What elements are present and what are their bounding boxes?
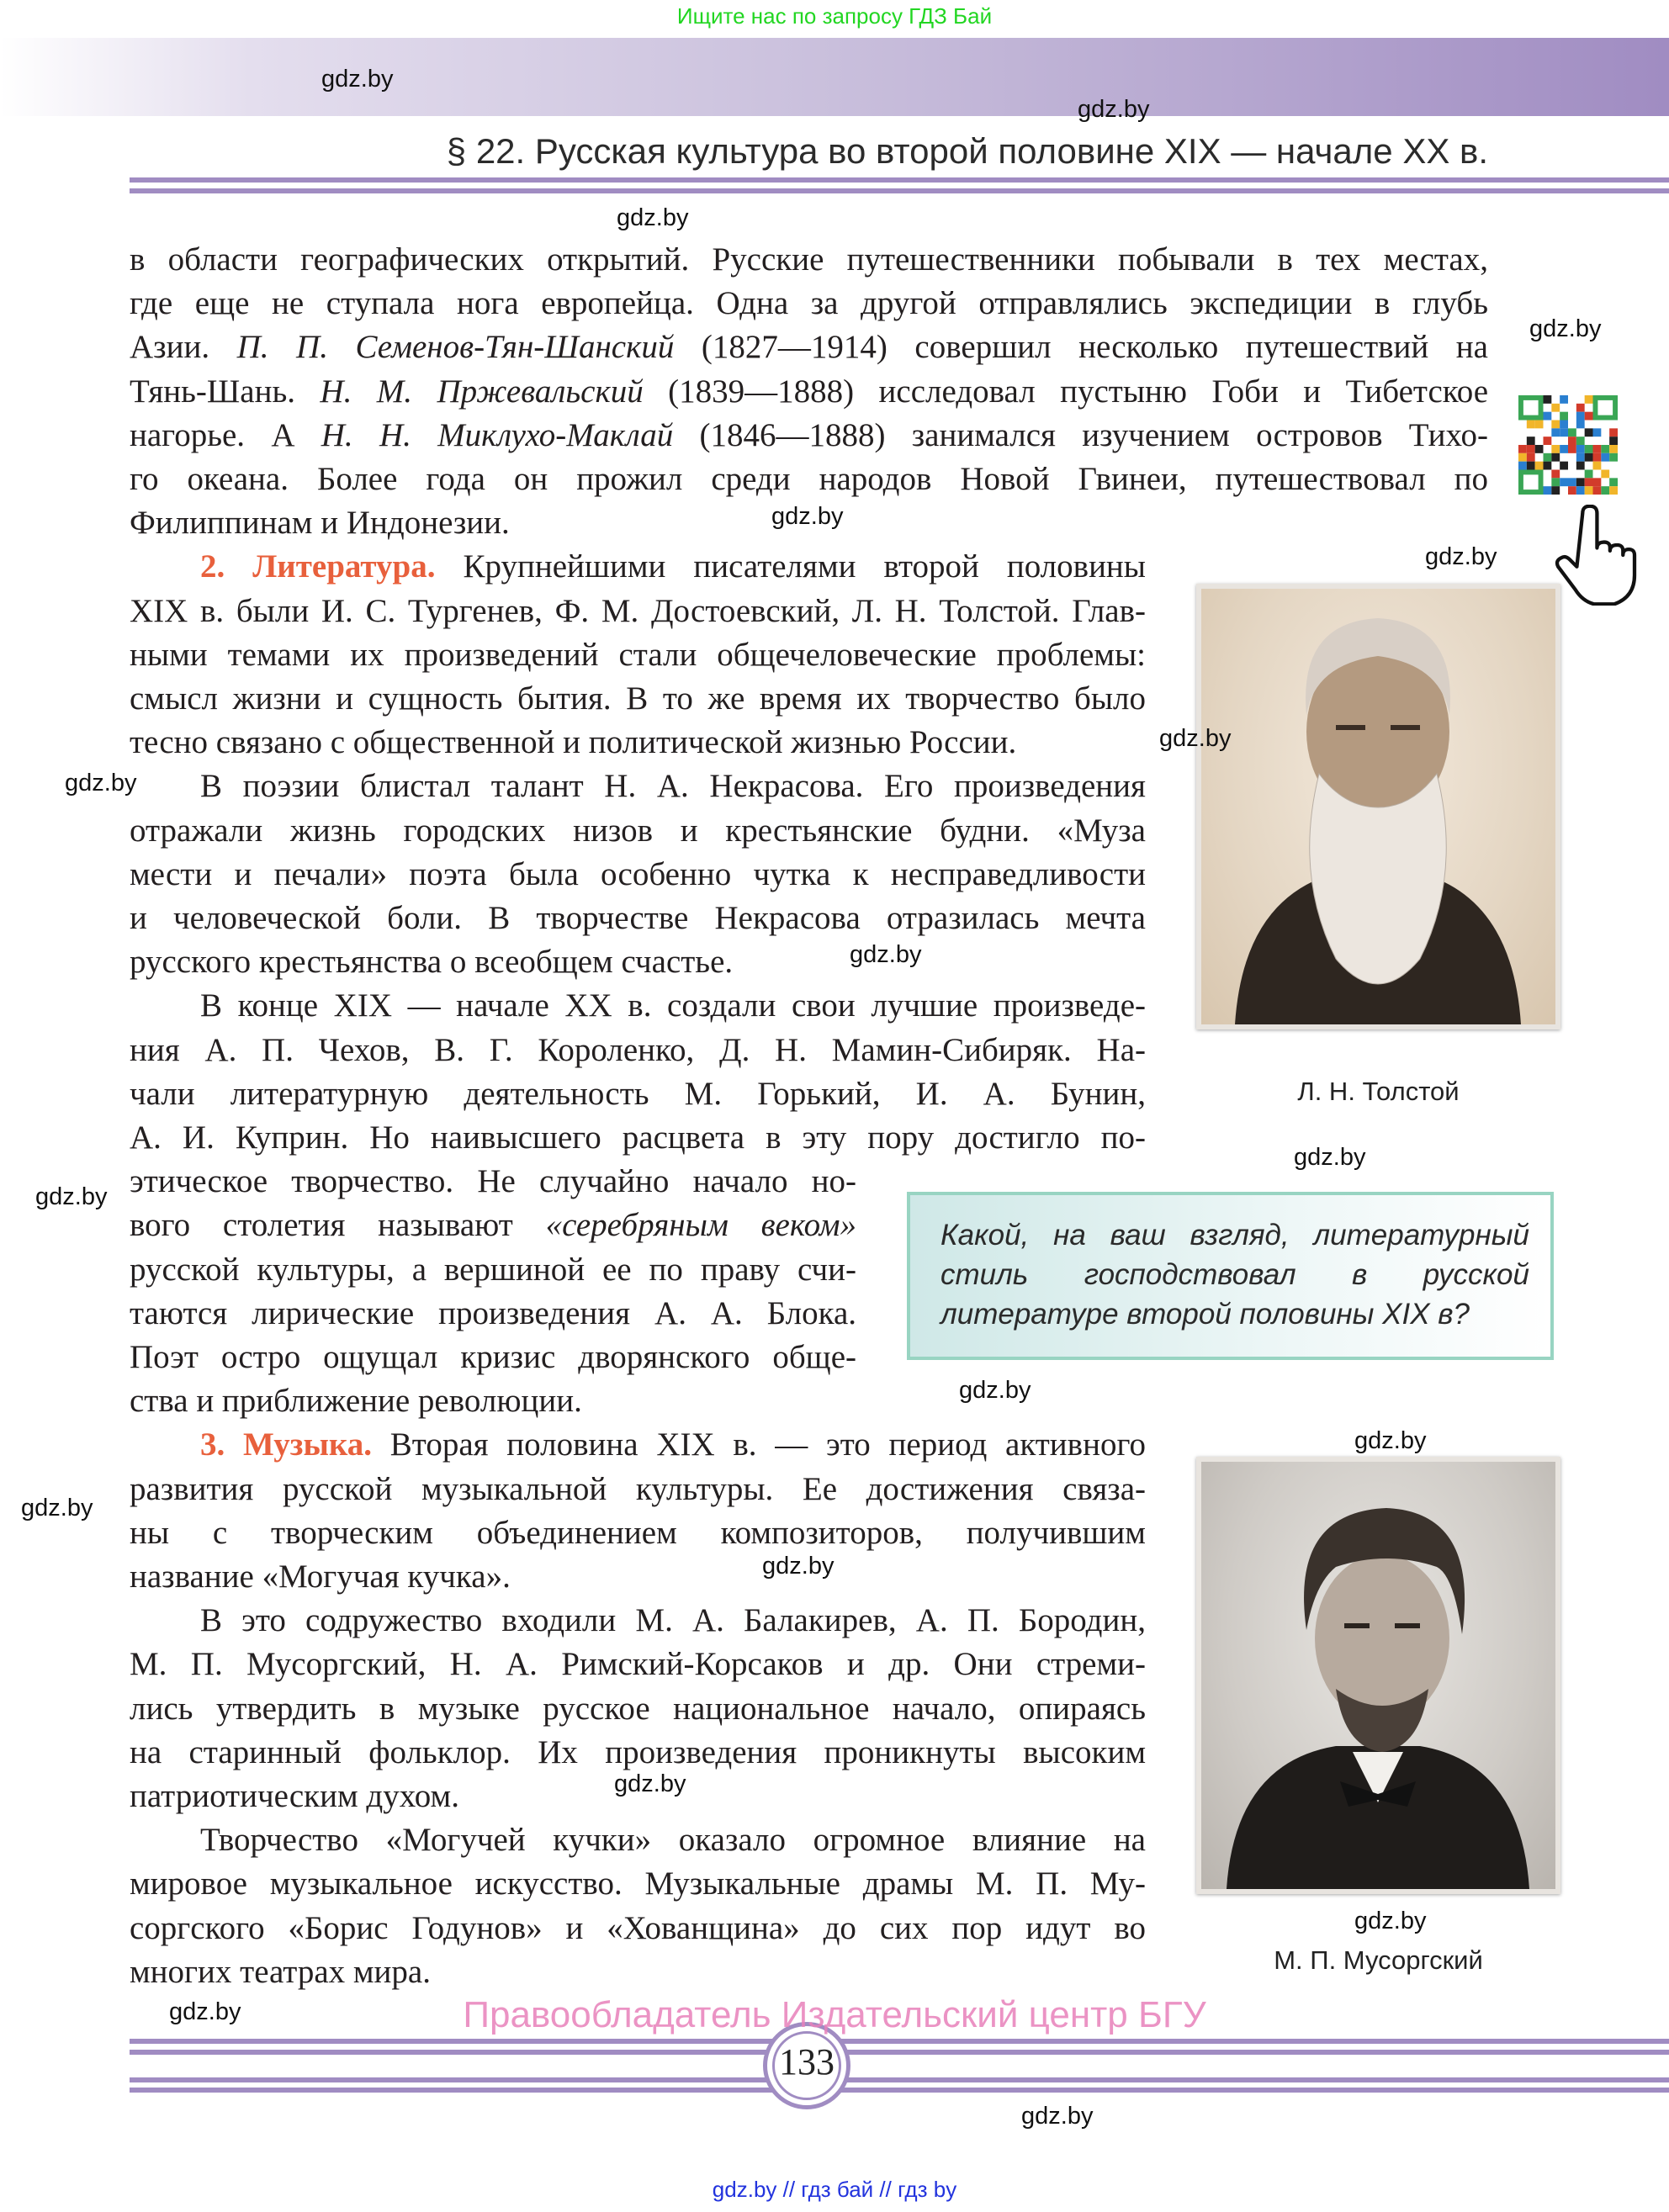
footer-divider — [130, 2039, 1669, 2044]
qr-module — [1585, 428, 1593, 437]
text-line — [130, 370, 1488, 414]
qr-module — [1593, 445, 1602, 453]
qr-module — [1609, 478, 1618, 486]
gdz-watermark: gdz.by — [771, 503, 844, 530]
text-segment: нагорье. А — [130, 416, 321, 453]
text-line — [200, 984, 1146, 1028]
qr-module — [1576, 462, 1585, 470]
header-band — [0, 38, 1669, 116]
qr-module — [1585, 478, 1593, 486]
text-line — [130, 1160, 856, 1204]
text-segment: Тянь-Шань. — [130, 373, 321, 410]
text-segment: соргского «Борис Годунов» и «Хованщина» до сих пор идут во — [130, 1909, 1146, 1946]
qr-module — [1535, 445, 1544, 453]
text-segment: мировое музыкальное искусство. Музыкальные драмы М. П. Му- — [130, 1865, 1146, 1902]
qr-module — [1544, 453, 1552, 462]
top-search-banner: Ищите нас по запросу ГДЗ Бай — [676, 3, 993, 29]
text-segment: Вторая половина XIX в. — это период активного — [372, 1426, 1146, 1463]
qr-module — [1551, 421, 1560, 429]
gdz-watermark: gdz.by — [1078, 96, 1150, 123]
qr-module — [1585, 412, 1593, 421]
text-segment: Крупнейшими писателями второй половины — [435, 548, 1147, 585]
qr-module — [1576, 404, 1585, 412]
text-line — [130, 590, 1146, 633]
gdz-watermark: gdz.by — [1159, 725, 1232, 752]
text-line — [130, 1336, 856, 1379]
copyright-watermark: Правообладатель Издательский центр БГУ — [463, 1994, 1206, 2035]
text-line — [130, 853, 1146, 897]
text-segment: ными темами их произведений стали общечеловеческие проблемы: — [130, 636, 1146, 673]
qr-module — [1518, 453, 1527, 462]
qr-module — [1568, 437, 1576, 445]
gdz-watermark: gdz.by — [1354, 1427, 1427, 1454]
text-line — [130, 325, 1488, 369]
footer-divider — [130, 2077, 1669, 2082]
text-line — [130, 1248, 856, 1292]
text-line — [130, 940, 1146, 984]
qr-module — [1560, 462, 1568, 470]
gdz-watermark: gdz.by — [614, 1770, 686, 1797]
text-segment: В это содружество входили М. А. Балакирев, А. П. Бородин, — [200, 1602, 1146, 1639]
text-line — [200, 1818, 1146, 1862]
text-line — [130, 721, 1146, 765]
text-line — [130, 1731, 1146, 1775]
qr-module — [1576, 478, 1585, 486]
qr-module — [1527, 462, 1535, 470]
qr-module — [1518, 462, 1527, 470]
gdz-watermark: gdz.by — [321, 66, 394, 93]
page-number: 133 — [779, 2041, 834, 2082]
gdz-watermark: gdz.by — [1425, 543, 1497, 570]
question-text: Какой, на ваш взгляд, литературный стиль господствовал в русской литературе второй половины XIX в? — [940, 1219, 1529, 1331]
text-segment: ны с творческим объединением композиторов, получившим — [130, 1514, 1146, 1551]
qr-module — [1593, 428, 1602, 437]
text-line — [130, 1292, 856, 1336]
text-segment: смысл жизни и сущность бытия. В то же время их творчество было — [130, 680, 1146, 717]
text-line — [130, 897, 1146, 940]
text-segment: отражали жизнь городских низов и крестьянские будни. «Муза — [130, 812, 1146, 849]
text-segment: русского крестьянства о всеобщем счастье. — [130, 944, 734, 981]
qr-module — [1551, 428, 1560, 437]
pointing-hand-icon[interactable] — [1550, 505, 1639, 606]
text-line — [200, 765, 1146, 808]
mussorgsky-portrait — [1196, 1457, 1560, 1894]
qr-module — [1527, 421, 1535, 429]
qr-finder — [1521, 472, 1541, 492]
qr-module — [1568, 445, 1576, 453]
header-divider — [130, 177, 1669, 183]
qr-module — [1585, 486, 1593, 495]
qr-module — [1551, 404, 1560, 412]
italic-text: «серебряным веком» — [545, 1207, 856, 1244]
text-line — [130, 1468, 1146, 1511]
gdz-watermark: gdz.by — [1354, 1908, 1427, 1934]
qr-module — [1544, 395, 1552, 404]
gdz-watermark: gdz.by — [959, 1377, 1031, 1404]
italic-text: Н. М. Пржевальский — [320, 373, 644, 410]
qr-module — [1535, 462, 1544, 470]
text-segment: ния А. П. Чехов, В. Г. Короленко, Д. Н. Мамин-Сибиряк. На- — [130, 1031, 1146, 1068]
text-line — [130, 633, 1146, 677]
qr-module — [1593, 478, 1602, 486]
qr-module — [1593, 486, 1602, 495]
text-line — [130, 809, 1146, 853]
qr-module — [1576, 453, 1585, 462]
qr-module — [1585, 453, 1593, 462]
text-segment: на старинный фольклор. Их произведения проникнуты высоким — [130, 1733, 1146, 1770]
qr-module — [1593, 462, 1602, 470]
qr-module — [1576, 412, 1585, 421]
text-line — [130, 1950, 1146, 1994]
text-line — [130, 1029, 1146, 1072]
text-line — [130, 1204, 856, 1247]
tolstoy-portrait — [1196, 584, 1560, 1029]
qr-module — [1568, 478, 1576, 486]
text-line — [130, 1511, 1146, 1555]
text-line — [130, 1687, 1146, 1731]
footer-divider — [130, 2088, 1669, 2093]
text-segment: Творчество «Могучей кучки» оказало огромное влияние на — [200, 1822, 1146, 1859]
qr-module — [1609, 428, 1618, 437]
qr-module — [1544, 412, 1552, 421]
qr-module — [1585, 395, 1593, 404]
text-line — [130, 414, 1488, 458]
qr-finder — [1521, 398, 1541, 418]
qr-code-icon[interactable] — [1518, 395, 1619, 495]
qr-module — [1560, 445, 1568, 453]
text-line — [130, 1862, 1146, 1906]
qr-module — [1551, 486, 1560, 495]
italic-text: П. П. Семенов-Тян-Шанский — [236, 329, 675, 366]
text-segment: таются лирические произведения А. А. Блока. — [130, 1294, 856, 1331]
gdz-watermark: gdz.by — [1294, 1144, 1366, 1171]
text-segment: вого столетия называют — [130, 1207, 546, 1244]
tolstoy-caption: Л. Н. Толстой — [1297, 1077, 1460, 1106]
gdz-watermark: gdz.by — [850, 941, 922, 968]
qr-module — [1609, 437, 1618, 445]
qr-module — [1601, 453, 1609, 462]
text-segment: Поэт остро ощущал кризис дворянского обще- — [130, 1339, 856, 1375]
section-heading: 2. Литература. — [200, 548, 436, 585]
text-line — [130, 677, 1146, 721]
footer-divider — [130, 2050, 1669, 2055]
text-line — [130, 1116, 1146, 1160]
qr-module — [1560, 421, 1568, 429]
text-segment: лись утвердить в музыке русское национальное начало, опираясь — [130, 1690, 1146, 1727]
qr-module — [1601, 445, 1609, 453]
qr-module — [1527, 453, 1535, 462]
qr-module — [1601, 486, 1609, 495]
text-line — [200, 545, 1146, 589]
text-segment: Азии. — [130, 329, 237, 366]
text-line — [130, 1555, 1146, 1599]
text-segment: где еще не ступала нога европейца. Одна за другой отправлялись экспедиции в глубь — [130, 285, 1488, 322]
text-line — [130, 1072, 1146, 1116]
qr-module — [1568, 428, 1576, 437]
qr-module — [1576, 445, 1585, 453]
gdz-watermark: gdz.by — [21, 1495, 93, 1521]
qr-module — [1551, 445, 1560, 453]
gdz-watermark: gdz.by — [1021, 2103, 1094, 2130]
text-segment: (1827—1914) совершил несколько путешествий на — [674, 329, 1488, 366]
qr-module — [1518, 445, 1527, 453]
text-segment: ства и приближение революции. — [130, 1383, 582, 1420]
text-segment: патриотическим духом. — [130, 1778, 459, 1814]
header-divider — [130, 188, 1669, 193]
gdz-watermark: gdz.by — [35, 1183, 108, 1210]
question-box — [907, 1192, 1554, 1360]
text-line — [200, 1599, 1146, 1643]
qr-module — [1544, 462, 1552, 470]
qr-module — [1535, 421, 1544, 429]
gdz-watermark: gdz.by — [762, 1553, 834, 1580]
italic-text: Н. Н. Миклухо-Маклай — [321, 416, 674, 453]
text-segment: мести и печали» поэта была особенно чутка к несправедливости — [130, 855, 1146, 892]
text-segment: в области географических открытий. Русские путешественники побывали в тех местах, — [130, 241, 1488, 278]
qr-module — [1560, 428, 1568, 437]
qr-module — [1551, 470, 1560, 479]
text-line — [130, 282, 1488, 325]
gdz-watermark: gdz.by — [65, 770, 137, 796]
text-segment: го океана. Более года он прожил среди народов Новой Гвинеи, путешествовал по — [130, 461, 1488, 497]
section-heading: 3. Музыка. — [200, 1426, 373, 1463]
chapter-title: § 22. Русская культура во второй половине XIX — начале XX в. — [446, 131, 1488, 171]
gdz-watermark: gdz.by — [1529, 315, 1602, 342]
gdz-watermark: gdz.by — [169, 1998, 241, 2025]
qr-module — [1551, 478, 1560, 486]
qr-module — [1609, 445, 1618, 453]
qr-module — [1568, 486, 1576, 495]
text-segment: Филиппинам и Индонезии. — [130, 505, 510, 542]
text-segment: (1839—1888) исследовал пустыню Гоби и Тибетское — [643, 373, 1489, 410]
qr-module — [1544, 437, 1552, 445]
text-line — [130, 1379, 856, 1423]
qr-finder — [1595, 398, 1615, 418]
qr-module — [1576, 437, 1585, 445]
qr-module — [1527, 437, 1535, 445]
text-segment: М. П. Мусоргский, Н. А. Римский-Корсаков и др. Они стреми- — [130, 1646, 1146, 1683]
qr-module — [1527, 445, 1535, 453]
text-segment: А. И. Куприн. Но наивысшего расцвета в эту пору достигло по- — [130, 1119, 1146, 1156]
text-segment: многих театрах мира. — [130, 1953, 431, 1990]
qr-module — [1576, 486, 1585, 495]
qr-module — [1560, 395, 1568, 404]
text-line — [130, 238, 1488, 282]
text-line — [130, 1643, 1146, 1686]
text-segment: название «Могучая кучка». — [130, 1558, 511, 1595]
text-segment: тесно связано с общественной и политической жизнью России. — [130, 724, 1017, 761]
qr-module — [1560, 412, 1568, 421]
text-segment: русской культуры, а вершиной ее по праву счи- — [130, 1251, 856, 1288]
qr-module — [1560, 478, 1568, 486]
qr-module — [1551, 453, 1560, 462]
qr-module — [1585, 470, 1593, 479]
text-segment: чали литературную деятельность М. Горький, И. А. Бунин, — [130, 1075, 1146, 1112]
qr-module — [1609, 453, 1618, 462]
text-segment: развития русской музыкальной культуры. Ее достижения связа- — [130, 1470, 1146, 1507]
mussorgsky-caption: М. П. Мусоргский — [1274, 1945, 1483, 1975]
text-segment: XIX в. были И. С. Тургенев, Ф. М. Достоевский, Л. Н. Толстой. Глав- — [130, 592, 1146, 629]
text-segment: (1846—1888) занимался изучением островов Тихо- — [673, 416, 1488, 453]
text-line — [130, 1907, 1146, 1950]
qr-module — [1585, 445, 1593, 453]
qr-module — [1593, 453, 1602, 462]
text-segment: В поэзии блистал талант Н. А. Некрасова. Его произведения — [200, 768, 1146, 805]
qr-module — [1601, 470, 1609, 479]
text-line — [130, 458, 1488, 501]
gdz-watermark: gdz.by — [617, 204, 689, 231]
text-line — [200, 1423, 1146, 1467]
qr-module — [1544, 486, 1552, 495]
qr-module — [1576, 421, 1585, 429]
qr-module — [1609, 486, 1618, 495]
text-segment: В конце XIX — начале XX в. создали свои лучшие произведе- — [200, 987, 1146, 1024]
text-segment: и человеческой боли. В творчестве Некрасова отразилась мечта — [130, 900, 1146, 936]
text-segment: этическое творчество. Не случайно начало но- — [130, 1163, 856, 1200]
bottom-links[interactable]: gdz.by // гдз бай // гдз by — [712, 2177, 957, 2202]
